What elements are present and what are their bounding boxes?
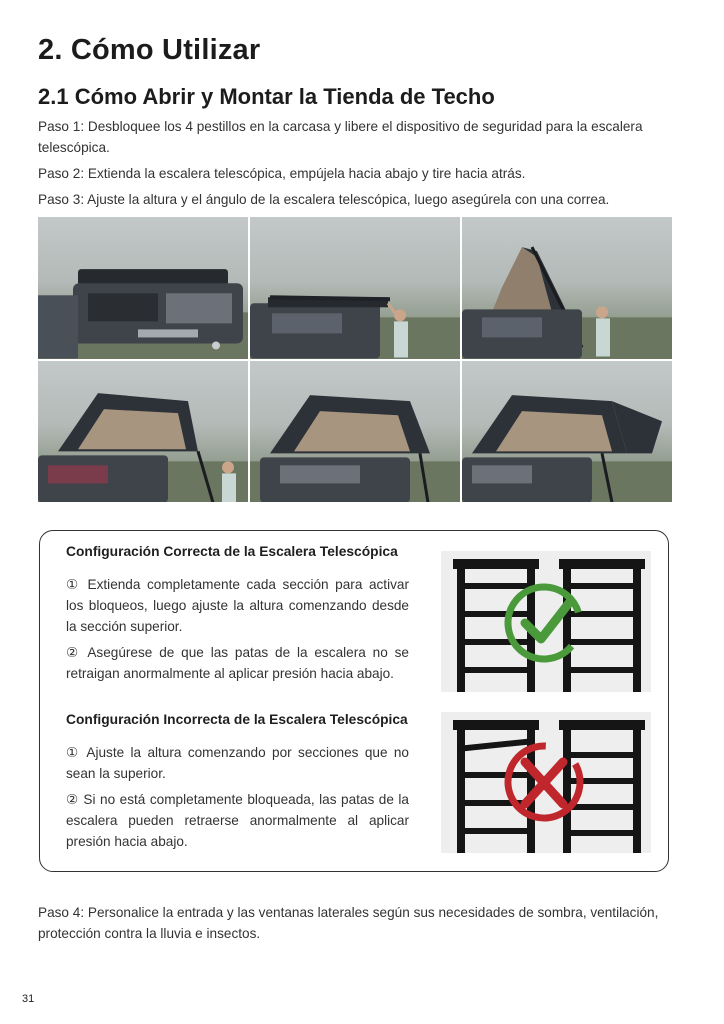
page-title: 2. Cómo Utilizar — [38, 34, 261, 66]
incorrect-ladder-image — [441, 712, 651, 853]
incorrect-config-title: Configuración Incorrecta de la Escalera Telescópica — [66, 712, 408, 727]
incorrect-config-item-2: ② Si no está completamente bloqueada, las patas de la escalera pueden retraerse anormalmente al aplicar presión hacia abajo. — [66, 792, 409, 849]
step-3-text: Paso 3: Ajuste la altura y el ángulo de la escalera telescópica, luego asegúrela con una correa. — [38, 192, 610, 207]
step-2-text: Paso 2: Extienda la escalera telescópica, empújela hacia abajo y tire hacia atrás. — [38, 166, 526, 181]
photo-tent-open — [250, 361, 460, 503]
step-1-text: Paso 1: Desbloquee los 4 pestillos en la carcasa y libere el dispositivo de seguridad para la escalera telescópica. — [38, 119, 643, 155]
correct-ladder-image — [441, 551, 651, 692]
photo-ladder-extended — [38, 361, 248, 503]
correct-config-item-2: ② Asegúrese de que las patas de la escalera no se retraigan anormalmente al aplicar presión hacia abajo. — [66, 645, 409, 681]
section-title: 2.1 Cómo Abrir y Montar la Tienda de Techo — [38, 84, 495, 109]
setup-photo-grid — [38, 217, 672, 502]
correct-config-item-1: ① Extienda completamente cada sección para activar los bloqueos, luego ajuste la altura comenzando desde la sección superior. — [66, 577, 409, 634]
photo-tent-window — [462, 361, 672, 503]
correct-config-title: Configuración Correcta de la Escalera Telescópica — [66, 544, 398, 559]
photo-tent-lid-lifting — [250, 217, 460, 359]
photo-tent-closed — [38, 217, 248, 359]
step-4-text: Paso 4: Personalice la entrada y las ventanas laterales según sus necesidades de sombra, ventilación, protección contra la lluvia e insectos. — [38, 905, 659, 941]
photo-tent-unfolding — [462, 217, 672, 359]
incorrect-config-item-1: ① Ajuste la altura comenzando por secciones que no sean la superior. — [66, 745, 409, 781]
page-number: 31 — [22, 993, 35, 1005]
